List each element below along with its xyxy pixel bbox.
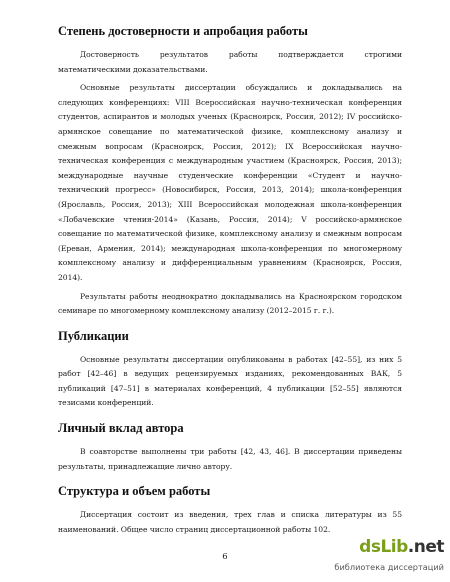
- paragraph: Результаты работы неоднократно докладывались на Красноярском городском семинаре по многомерному комплексному анализу (2012–2015 г. г.).: [58, 291, 402, 316]
- paragraph: В соавторстве выполнены три работы [42, 43, 46]. В диссертации приведены результаты, принадлежащие лично автору.: [58, 447, 402, 471]
- watermark-subtitle: библиотека диссертаций: [334, 562, 444, 572]
- section-heading: Публикации: [58, 328, 129, 343]
- paragraph: Достоверность результатов работы подтверждается строгими математическими доказательствами.: [58, 50, 402, 74]
- page-number: 6: [222, 552, 228, 562]
- section-reliability: [58, 22, 402, 319]
- paragraph: Основные результаты диссертации обсуждались и докладывались на следующих конференциях: VIII Всероссийская научно-техническая конференция студентов, аспирантов и молодых ученых (Красноярск, Россия, 2012); IV российско-армянское совещание по математической физике, комплексному анализу и смежным вопросам (Красноярск, Россия, 2012); IX Всероссийская научно-техническая конференция с международным участием (Красноярск, Россия, 2013); международные научные студенческие конференции «Студент и научно-технический прогресс» (Новосибирск, Россия, 2013, 2014); школа-конференция (Ярославль, Россия, 2013); XIII Всероссийская молодежная школа-конференция «Лобачевские чтения-2014» (Казань, Россия, 2014); V российско-армянское совещание по математической физике, комплексному анализу и смежным вопросам (Ереван, Армения, 2014); международная школа-конференция по многомерному комплексному анализу и дифференциальным уравнениям (Красноярск, Россия, 2014).: [58, 83, 402, 282]
- page-content: [58, 22, 402, 545]
- section-heading: Личный вклад автора: [58, 421, 184, 436]
- section-publications: [58, 327, 402, 411]
- logo-tld: .net: [407, 537, 444, 557]
- section-heading: Степень достоверности и апробация работы: [58, 24, 308, 38]
- section-heading: Структура и объем работы: [58, 484, 211, 499]
- logo-main: dsLib: [359, 537, 408, 557]
- section-structure: [58, 482, 402, 537]
- watermark-logo: [359, 537, 444, 557]
- paragraph: Диссертация состоит из введения, трех глав и списка литературы из 55 наименований. Общее число страниц диссертационной работы 102.: [58, 510, 402, 534]
- section-personal-contribution: [58, 419, 402, 474]
- paragraph: Основные результаты диссертации опубликованы в работах [42–55], из них 5 работ [42–46] в ведущих рецензируемых изданиях, рекомендованных ВАК, 5 публикаций [47–51] в материалах конференций, 4 публикации [52–55] являются тезисами конференций.: [58, 354, 402, 408]
- watermark: [334, 537, 450, 582]
